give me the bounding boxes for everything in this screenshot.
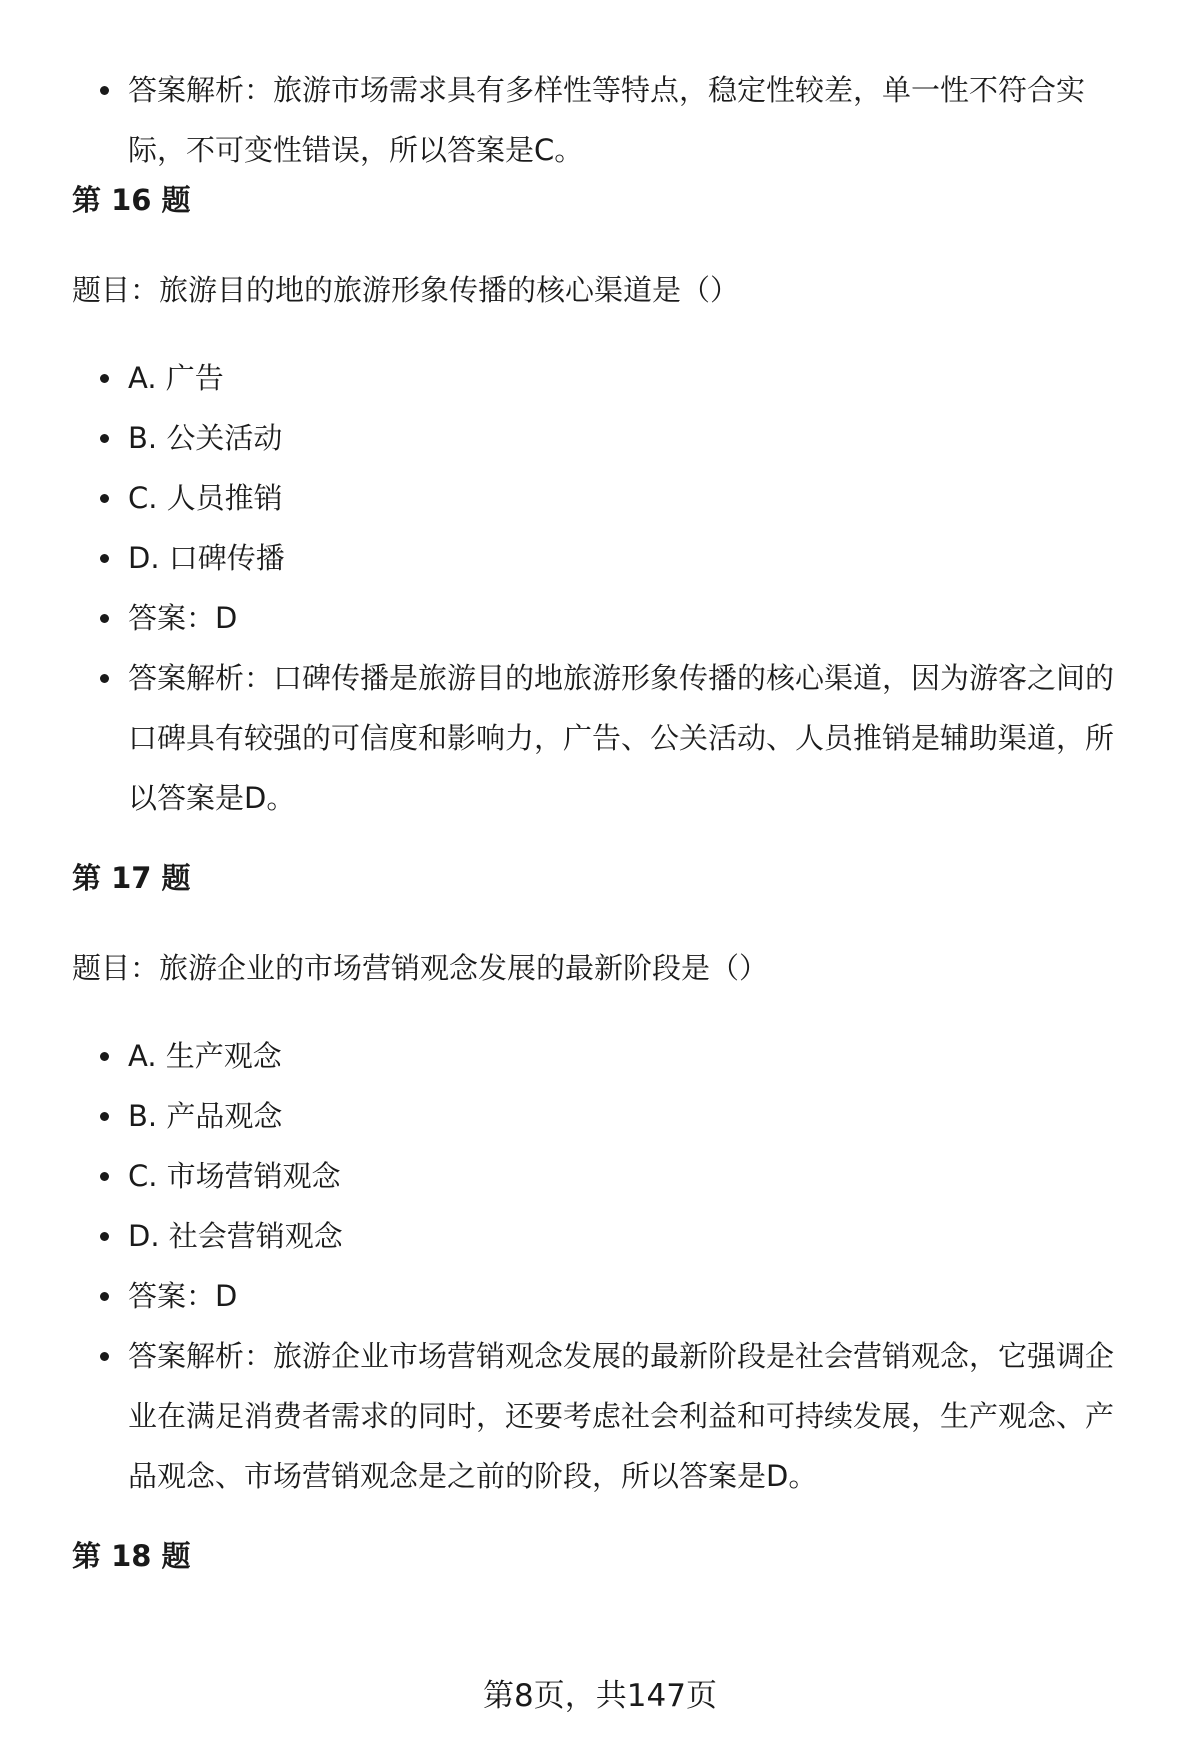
question-heading: 第 18 题 [72, 1539, 191, 1573]
option-d: D. 社会营销观念 [72, 1206, 1142, 1266]
answer: 答案：D [72, 588, 1142, 648]
question-items [72, 1026, 1142, 1506]
option-d: D. 口碑传播 [72, 528, 1142, 588]
question-stem: 题目：旅游目的地的旅游形象传播的核心渠道是（） [72, 273, 740, 307]
answer-explanation: 答案解析：口碑传播是旅游目的地旅游形象传播的核心渠道，因为游客之间的口碑具有较强的可信度和影响力，广告、公关活动、人员推销是辅助渠道，所以答案是D。 [72, 648, 1142, 828]
question-heading: 第 16 题 [72, 183, 191, 217]
option-a: A. 广告 [72, 348, 1142, 408]
question-17 [72, 858, 1142, 1506]
question-16 [72, 180, 1142, 828]
option-c: C. 市场营销观念 [72, 1146, 1142, 1206]
question-heading: 第 17 题 [72, 861, 191, 895]
page-footer: 第8页，共147页 [483, 1678, 717, 1714]
option-a: A. 生产观念 [72, 1026, 1142, 1086]
option-b: B. 公关活动 [72, 408, 1142, 468]
option-b: B. 产品观念 [72, 1086, 1142, 1146]
question-items [72, 348, 1142, 828]
answer: 答案：D [72, 1266, 1142, 1326]
question-stem: 题目：旅游企业的市场营销观念发展的最新阶段是（） [72, 951, 769, 985]
answer-explanation: 答案解析：旅游企业市场营销观念发展的最新阶段是社会营销观念，它强调企业在满足消费者需求的同时，还要考虑社会利益和可持续发展，生产观念、产品观念、市场营销观念是之前的阶段，所以答案是D。 [72, 1326, 1142, 1506]
page-content [72, 60, 1142, 1626]
option-c: C. 人员推销 [72, 468, 1142, 528]
prev-question-tail [72, 60, 1142, 180]
question-18 [72, 1536, 1142, 1576]
prev-explanation: 答案解析：旅游市场需求具有多样性等特点，稳定性较差，单一性不符合实际，不可变性错误，所以答案是C。 [72, 60, 1142, 180]
